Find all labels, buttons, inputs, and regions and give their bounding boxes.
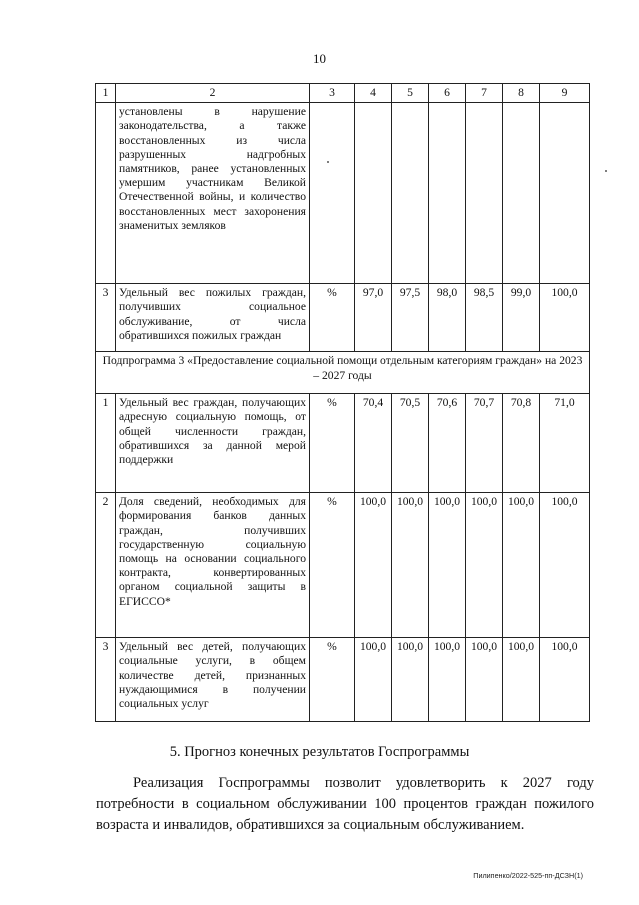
table-row [96, 638, 590, 722]
unit-cell: % [310, 394, 355, 493]
header-cell: 8 [503, 84, 540, 103]
indicator-description: Удельный вес детей, получающих социальные услуги, в общем количестве детей, признанных нуждающимися в получении социальных услуг [116, 638, 310, 722]
value-cell [392, 103, 429, 284]
value-cell: 98,5 [466, 284, 503, 352]
page-number: 10 [313, 51, 326, 66]
row-number-cell: 1 [96, 394, 116, 493]
row-number-cell: 3 [96, 284, 116, 352]
value-cell [466, 103, 503, 284]
value-cell: 100,0 [540, 284, 590, 352]
value-cell: 70,7 [466, 394, 503, 493]
value-cell: 100,0 [429, 493, 466, 638]
value-cell: 70,6 [429, 394, 466, 493]
value-cell: 100,0 [392, 638, 429, 722]
value-cell: 100,0 [355, 638, 392, 722]
value-cell: 100,0 [466, 493, 503, 638]
value-cell [540, 103, 590, 284]
value-cell: 100,0 [392, 493, 429, 638]
scan-speck [605, 170, 607, 172]
subprogram-title: Подпрограмма 3 «Предоставление социальной помощи отдельным категориям граждан» на 2023 – 2027 годы [96, 352, 590, 394]
unit-cell: % [310, 284, 355, 352]
row-number-cell: 3 [96, 638, 116, 722]
value-cell [503, 103, 540, 284]
indicator-description: Удельный вес пожилых граждан, получивших социальное обслуживание, от числа обратившихся пожилых граждан [116, 284, 310, 352]
subprogram-row [96, 352, 590, 394]
header-cell: 3 [310, 84, 355, 103]
value-cell [429, 103, 466, 284]
header-cell: 2 [116, 84, 310, 103]
value-cell: 100,0 [466, 638, 503, 722]
header-cell: 9 [540, 84, 590, 103]
table-row [96, 284, 590, 352]
value-cell: 97,0 [355, 284, 392, 352]
value-cell: 99,0 [503, 284, 540, 352]
value-cell: 70,8 [503, 394, 540, 493]
value-cell: 100,0 [503, 493, 540, 638]
section-heading: 5. Прогноз конечных результатов Госпрограммы [169, 744, 470, 760]
value-cell: 97,5 [392, 284, 429, 352]
header-cell: 1 [96, 84, 116, 103]
row-number-cell [96, 103, 116, 284]
table-row [96, 103, 590, 284]
value-cell: 100,0 [540, 493, 590, 638]
header-cell: 7 [466, 84, 503, 103]
indicator-description: Доля сведений, необходимых для формирования банков данных граждан, получивших государственную социальную помощь на основании социального контракта, конвертированных органом социальной защиты в ЕГИССО* [116, 493, 310, 638]
value-cell: 100,0 [429, 638, 466, 722]
unit-cell: % [310, 493, 355, 638]
header-cell: 6 [429, 84, 466, 103]
value-cell: 70,4 [355, 394, 392, 493]
indicators-table [95, 83, 590, 722]
header-cell: 4 [355, 84, 392, 103]
scan-speck [327, 161, 329, 163]
body-paragraph: Реализация Госпрограммы позволит удовлетворить к 2027 году потребности в социальном обслуживании 100 процентов граждан пожилого возраста и инвалидов, обратившихся за социальным обслуживанием. [96, 775, 594, 833]
indicator-description: установлены в нарушение законодательства, а также восстановленных из числа разрушенных надгробных памятников, ранее установленных умершим участникам Великой Отечественной войны, и количество восстановленных мест захоронения знаменитых земляков [116, 103, 310, 284]
value-cell: 100,0 [503, 638, 540, 722]
value-cell: 100,0 [355, 493, 392, 638]
header-cell: 5 [392, 84, 429, 103]
value-cell: 100,0 [540, 638, 590, 722]
table-header-row [96, 84, 590, 103]
value-cell [355, 103, 392, 284]
value-cell: 70,5 [392, 394, 429, 493]
unit-cell: % [310, 638, 355, 722]
value-cell: 71,0 [540, 394, 590, 493]
value-cell: 98,0 [429, 284, 466, 352]
table-row [96, 493, 590, 638]
document-code: Пилипенко/2022-525-пп-ДСЗН(1) [473, 871, 583, 880]
table-row [96, 394, 590, 493]
indicator-description: Удельный вес граждан, получающих адресную социальную помощь, от общей численности граждан, обратившихся за данной мерой поддержки [116, 394, 310, 493]
unit-cell [310, 103, 355, 284]
row-number-cell: 2 [96, 493, 116, 638]
